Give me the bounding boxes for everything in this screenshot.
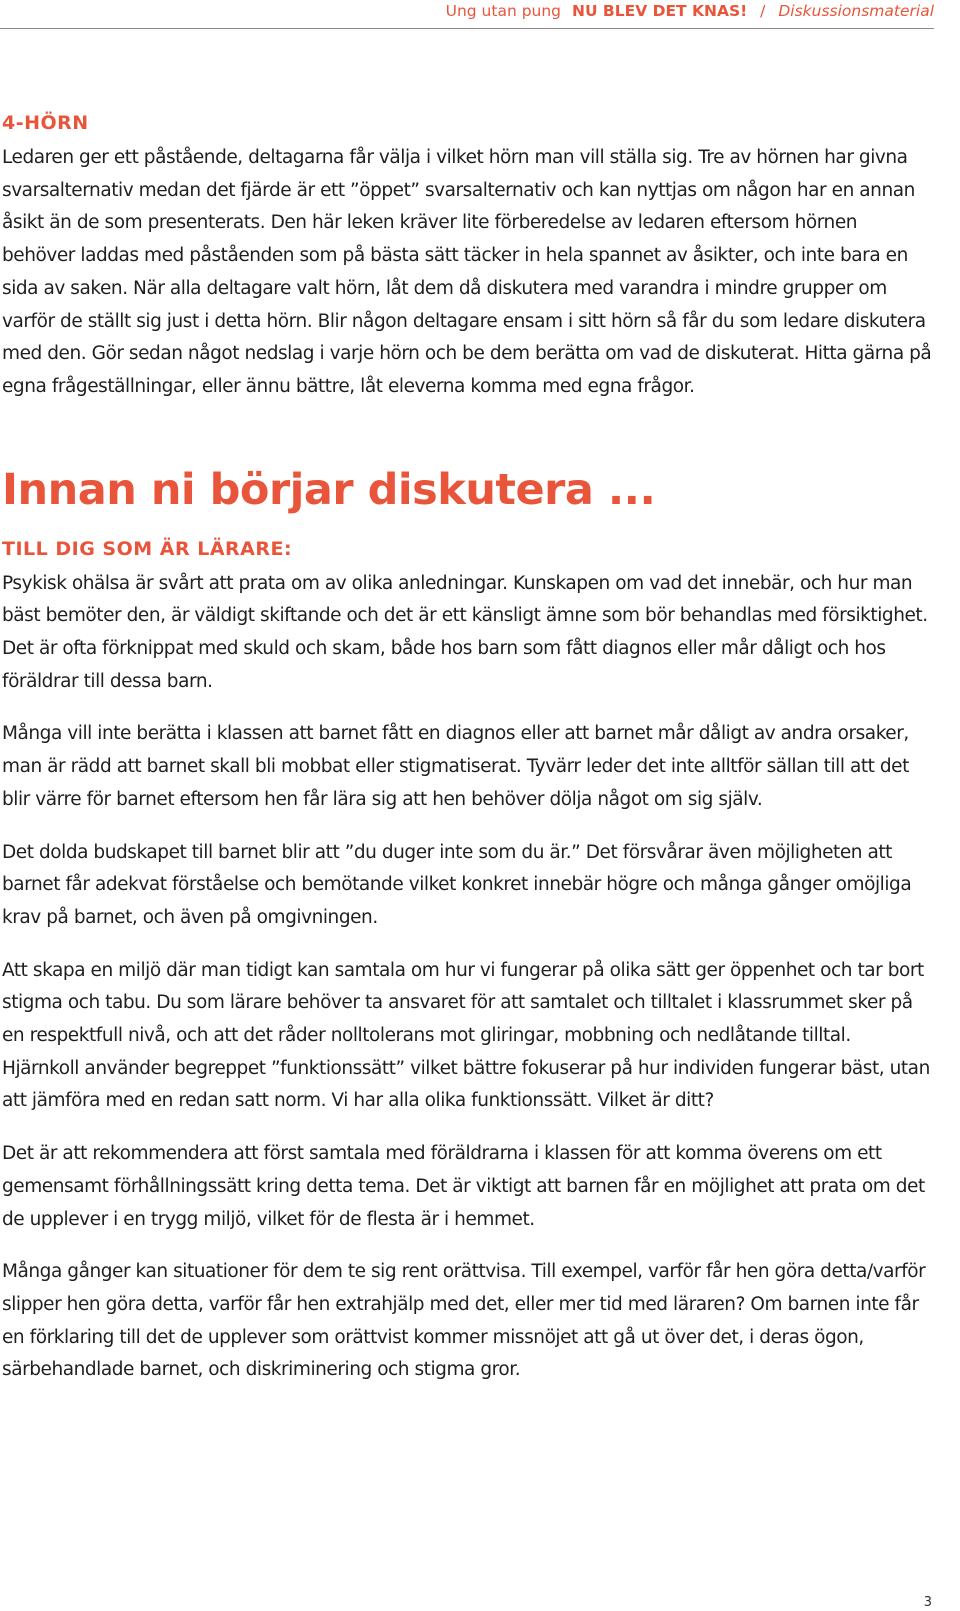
page-number: 3 bbox=[923, 1595, 932, 1610]
page-title: Innan ni börjar diskutera ... bbox=[2, 464, 656, 515]
paragraph-4-horn: Ledaren ger ett påstående, deltagarna får välja i vilket hörn man vill ställa sig. Tre av hörnen har givna svarsalternativ medan det fjärde är ett ”öppet” svarsalternativ och kan nyttjas om någon har en annan åsikt än de som presenterats. Den här leken kräver lite förberedelse av ledaren eftersom hörnen behöver laddas med påståenden som på bästa sätt täcker in hela spannet av åsikter, och inte bara en sida av saken. När alla deltagare valt hörn, låt dem då diskutera med varandra i mindre grupper om varför de ställt sig just i detta hörn. Blir någon deltagare ensam i sitt hörn så får du som ledare diskutera med den. Gör sedan något nedslag i varje hörn och be dem berätta om vad de diskuterat. Hitta gärna på egna frågeställningar, eller ännu bättre, låt eleverna komma med egna frågor. bbox=[2, 147, 932, 397]
body-paragraph: Att skapa en miljö där man tidigt kan samtala om hur vi fungerar på olika sätt ger öppenhet och tar bort stigma och tabu. Du som lärare behöver ta ansvaret för att samtalet och tilltalet i klassrummet sker på en respektfull nivå, och att det råder nolltolerans mot gliringar, mobbning och nedlåtande tilltal. Hjärnkoll använder begreppet ”funktionssätt” vilket bättre fokuserar på hur individen fungerar bäst, utan att jämföra med en redan satt norm. Vi har alla olika funktionssätt. Vilket är ditt? bbox=[2, 959, 930, 1112]
header-separator: / bbox=[760, 2, 766, 20]
page-content bbox=[2, 108, 932, 1407]
body-paragraph: Många vill inte berätta i klassen att barnet fått en diagnos eller att barnet mår dåligt av andra orsaker, man är rädd att barnet skall bli mobbat eller stigmatiserat. Tyvärr leder det inte alltför sällan till att det blir värre för barnet eftersom hen får lära sig att hen behöver dölja något om sig själv. bbox=[2, 723, 909, 810]
subheading-teacher: TILL DIG SOM ÄR LÄRARE: bbox=[2, 537, 293, 560]
body-paragraph: Det dolda budskapet till barnet blir att ”du duger inte som du är.” Det försvårar även möjligheten att barnet får adekvat förståelse och bemötande vilket konkret innebär högre och många gånger omöjliga krav på barnet, och även på omgivningen. bbox=[2, 841, 912, 928]
section-label-4-horn: 4-HÖRN bbox=[2, 112, 89, 134]
publication-name: Ung utan pung bbox=[445, 2, 562, 20]
section-name: Diskussionsmaterial bbox=[778, 2, 934, 20]
body-paragraph: Det är att rekommendera att först samtala med föräldrarna i klassen för att komma överens om ett gemensamt förhållningssätt kring detta tema. Det är viktigt att barnen får en möjlighet att prata om det de upplever i en trygg miljö, vilket för de flesta är i hemmet. bbox=[2, 1143, 925, 1230]
brand-name: NU BLEV DET KNAS! bbox=[571, 2, 748, 20]
body-paragraph: Psykisk ohälsa är svårt att prata om av olika anledningar. Kunskapen om vad det innebär, och hur man bäst bemöter den, är väldigt skiftande och det är ett känsligt ämne som bör behandlas med försiktighet. Det är ofta förknippat med skuld och skam, både hos barn som fått diagnos eller mår dåligt och hos föräldrar till dessa barn. bbox=[2, 572, 928, 692]
header-divider bbox=[0, 28, 934, 29]
body-paragraph: Många gånger kan situationer för dem te sig rent orättvisa. Till exempel, varför får hen göra detta/varför slipper hen göra detta, varför får hen extrahjälp med det, eller mer tid med läraren? Om barnen inte får en förklaring till det de upplever som orättvist kommer missnöjet att gå ut över det, i deras ögon, särbehandlade barnet, och diskriminering och stigma gror. bbox=[2, 1261, 926, 1381]
running-header bbox=[446, 0, 934, 22]
